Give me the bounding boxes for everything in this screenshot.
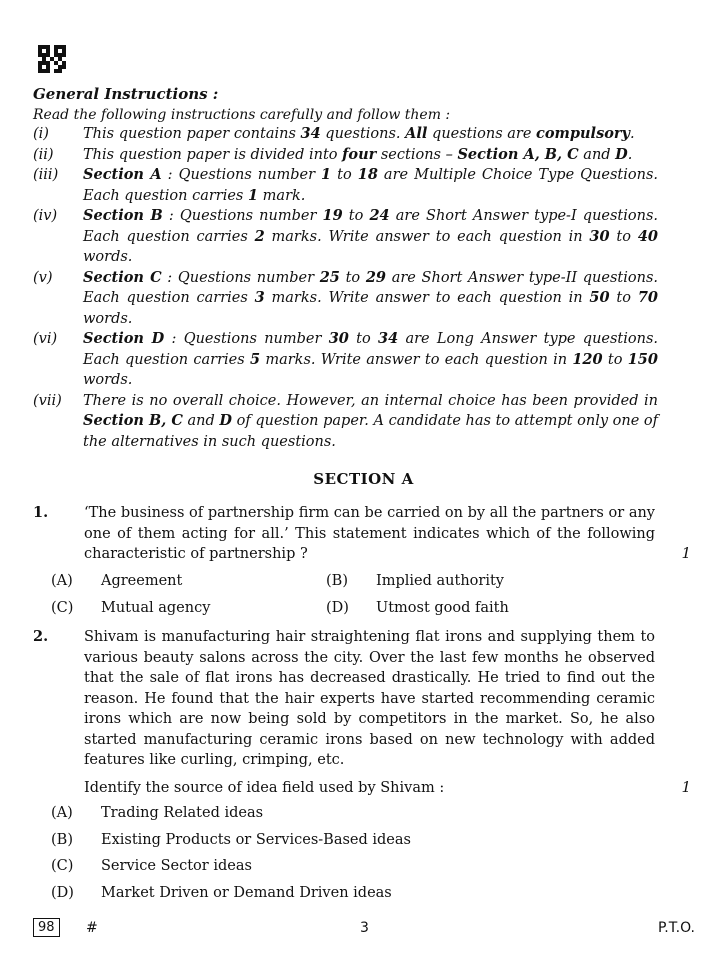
question-number: 1. [33,504,49,521]
question-text: ‘The business of partnership firm can be carried on by all the partners or any one of them acting for all.’ This statement indicates which of the following characteristic of partnership ? [84,505,655,562]
option-label: (A) [51,572,73,589]
paper-code: 98 [33,918,60,937]
general-instructions-title: General Instructions : [33,85,219,103]
option-text: Utmost good faith [376,599,509,616]
option-row [51,594,611,621]
option-label: (C) [51,858,74,875]
option-text: Service Sector ideas [101,858,252,875]
option-row [51,827,611,854]
option-text: Agreement [101,572,183,589]
question-2-options [51,800,611,906]
qr-code-icon [38,45,66,73]
instruction-item: (vi) Section D : Questions number 30 to 34 are Long Answer type questions. Each question carries 5 marks. Write answer to each question in 120 to 150 words. [33,330,659,388]
general-instructions-lead: Read the following instructions carefully and follow them : [33,107,451,123]
instructions-list [33,124,658,452]
instruction-item: (v) Section C : Questions number 25 to 29 are Short Answer type-II questions. Each question carries 3 marks. Write answer to each question in 50 to 70 words. [33,268,659,327]
instruction-item: (iv) Section B : Questions number 19 to 24 are Short Answer type-I questions. Each question carries 2 marks. Write answer to each question in 30 to 40 words. [33,207,659,265]
question-marks: 1 [681,544,691,562]
hash-mark: # [86,920,98,936]
page-number: 3 [360,920,369,936]
question-marks: 1 [681,778,691,796]
instruction-item: (vii) There is no overall choice. However, an internal choice has been provided in Section B, C and D of question paper. A candidate has to attempt only one of the alternatives in such questions. [33,392,659,450]
option-label: (B) [326,572,348,589]
instruction-item: (i) This question paper contains 34 questions. All questions are compulsory. [33,125,635,142]
option-label: (A) [51,805,73,822]
instruction-item: (iii) Section A : Questions number 1 to 18 are Multiple Choice Type Questions. Each question carries 1 mark. [33,166,658,204]
option-label: (D) [51,884,74,901]
option-row [51,800,611,827]
option-text: Mutual agency [101,599,211,616]
option-label: (C) [51,599,74,616]
option-text: Existing Products or Services-Based ideas [101,831,411,848]
please-turn-over: P.T.O. [658,920,695,936]
question-prompt: Identify the source of idea field used by Shivam : [84,780,445,796]
option-text: Implied authority [376,572,504,589]
page-footer [0,918,727,940]
section-a-heading: SECTION A [313,470,414,488]
question-number: 2. [33,628,49,645]
option-text: Market Driven or Demand Driven ideas [101,884,392,901]
question-text: Shivam is manufacturing hair straightening flat irons and supplying them to various beauty salons across the city. Over the last few months he observed that the sale of flat irons has decreased drastically. He tried to find out the reason. He found that the hair experts have started recommending ceramic irons which are now being sold by competitors in the market. So, he also started manufacturing ceramic irons based on new technology with added features like curling, crimping, etc. [84,629,655,768]
instruction-item: (ii) This question paper is divided into four sections – Section A, B, C and D. [33,145,633,163]
option-text: Trading Related ideas [101,805,264,822]
option-label: (D) [326,599,349,616]
option-row [51,853,611,880]
option-row [51,880,611,907]
option-label: (B) [51,831,73,848]
option-row [51,567,611,594]
question-1-options [51,567,611,621]
